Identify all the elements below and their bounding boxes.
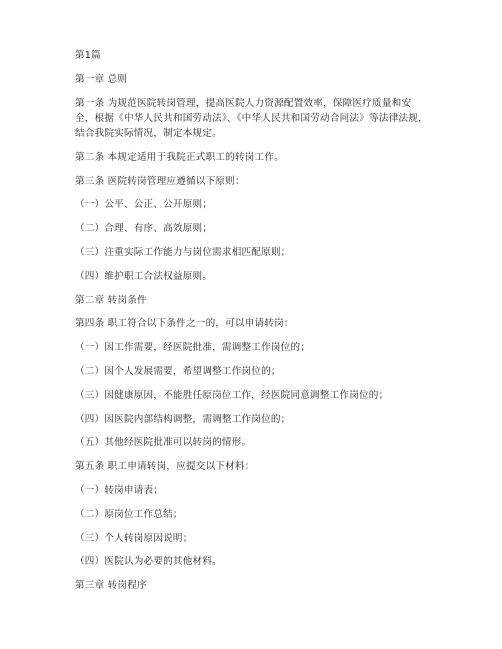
article-5-item-4: （四）医院认为必要的其他材料。 [75,556,222,568]
article-3-item-4: （四）维护职工合法权益原则。 [75,270,213,282]
article-1: 第一条 为规范医院转岗管理，提高医院人力资源配置效率，保障医疗质量和安全，根据《中华人民共和国劳动法》、《中华人民共和国劳动合同法》等法律法规，结合我院实际情况，制定本规定。 [75,97,428,140]
article-5-item-1: （一）转岗申请表； [75,484,164,496]
page-label: 第1篇 [75,50,101,61]
article-4: 第四条 职工符合以下条件之一的，可以申请转岗： [75,318,294,330]
chapter-3-heading: 第三章 转岗程序 [75,580,147,592]
article-4-item-2: （二）因个人发展需要，希望调整工作岗位的； [75,365,281,377]
article-3-item-2: （二）合理、有序、高效原则； [75,223,213,235]
article-5-item-3: （三）个人转岗原因说明； [75,532,193,544]
chapter-2-heading: 第二章 转岗条件 [75,294,147,306]
article-3: 第三条 医院转岗管理应遵循以下原则： [75,175,245,187]
article-4-item-3: （三）因健康原因，不能胜任原岗位工作，经医院同意调整工作岗位的； [75,389,389,401]
article-5: 第五条 职工申请转岗，应提交以下材料： [75,461,255,473]
article-4-item-5: （五）其他经医院批准可以转岗的情形。 [75,437,252,449]
chapter-1-heading: 第一章 总则 [75,74,128,85]
article-4-item-4: （四）因医院内部结构调整，需调整工作岗位的； [75,413,291,425]
document-body [75,48,430,602]
article-4-item-1: （一）因工作需要，经医院批准，需调整工作岗位的； [75,342,311,354]
article-3-item-1: （一）公平、公正、公开原则； [75,199,213,211]
article-2: 第二条 本规定适用于我院正式职工的转岗工作。 [75,151,284,163]
article-5-item-2: （二）原岗位工作总结； [75,508,183,520]
article-3-item-3: （三）注重实际工作能力与岗位需求相匹配原则； [75,246,291,258]
